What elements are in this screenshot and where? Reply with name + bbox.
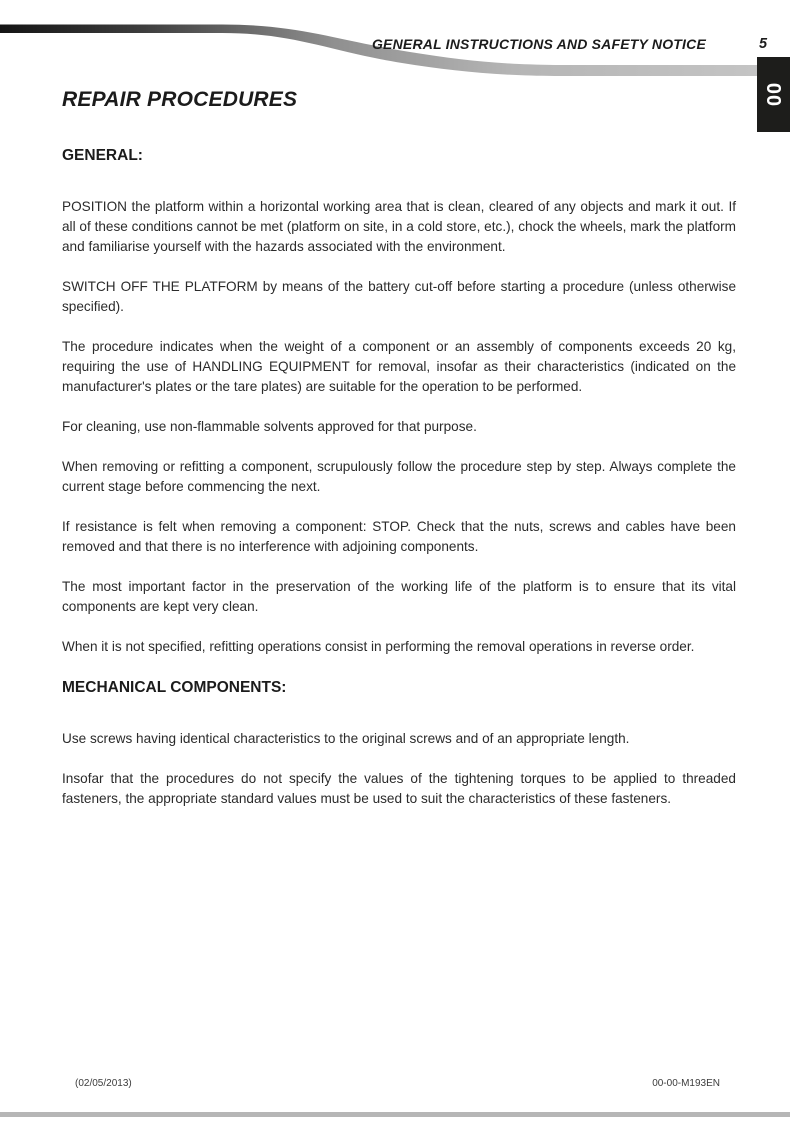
- paragraph: POSITION the platform within a horizontal working area that is clean, cleared of any objects and mark it out. If all of these conditions cannot be met (platform on site, in a cold store, etc.), chock the wheels, mark the platform and familiarise yourself with the hazards associated with the environment.: [62, 199, 736, 254]
- paragraph: For cleaning, use non-flammable solvents approved for that purpose.: [62, 419, 477, 434]
- header-running-title: GENERAL INSTRUCTIONS AND SAFETY NOTICE: [371, 36, 706, 52]
- chapter-tab: [757, 57, 790, 132]
- section-heading-mechanical-components: MECHANICAL COMPONENTS:: [62, 679, 287, 696]
- paragraph: Insofar that the procedures do not specify the values of the tightening torques to be applied to threaded fasteners, the appropriate standard values must be used to suit the characteristics of these fasteners.: [62, 771, 736, 806]
- paragraph: SWITCH OFF THE PLATFORM by means of the battery cut-off before starting a procedure (unless otherwise specified).: [62, 279, 736, 314]
- chapter-tab-label: 00: [762, 82, 785, 107]
- paragraph: The procedure indicates when the weight of a component or an assembly of components exceeds 20 kg, requiring the use of HANDLING EQUIPMENT for removal, insofar as their characteristics (indicated on the manufacturer's plates or the tare plates) are suitable for the operation to be performed.: [62, 339, 736, 394]
- page-number: 5: [758, 36, 768, 52]
- page-bottom-bar: [0, 1112, 790, 1117]
- section-heading-general: GENERAL:: [62, 147, 143, 164]
- footer-date: (02/05/2013): [75, 1078, 132, 1089]
- paragraph: The most important factor in the preservation of the working life of the platform is to ensure that its vital components are kept very clean.: [62, 579, 736, 614]
- page-content: [62, 88, 736, 829]
- paragraph: If resistance is felt when removing a component: STOP. Check that the nuts, screws and cables have been removed and that there is no interference with adjoining components.: [62, 519, 736, 554]
- paragraph: Use screws having identical characteristics to the original screws and of an appropriate length.: [62, 731, 630, 746]
- footer-doc-reference: 00-00-M193EN: [652, 1078, 720, 1089]
- doc-title: REPAIR PROCEDURES: [62, 88, 298, 111]
- paragraph: When removing or refitting a component, scrupulously follow the procedure step by step. Always complete the current stage before commencing the next.: [62, 459, 736, 494]
- paragraph: When it is not specified, refitting operations consist in performing the removal operations in reverse order.: [62, 639, 695, 654]
